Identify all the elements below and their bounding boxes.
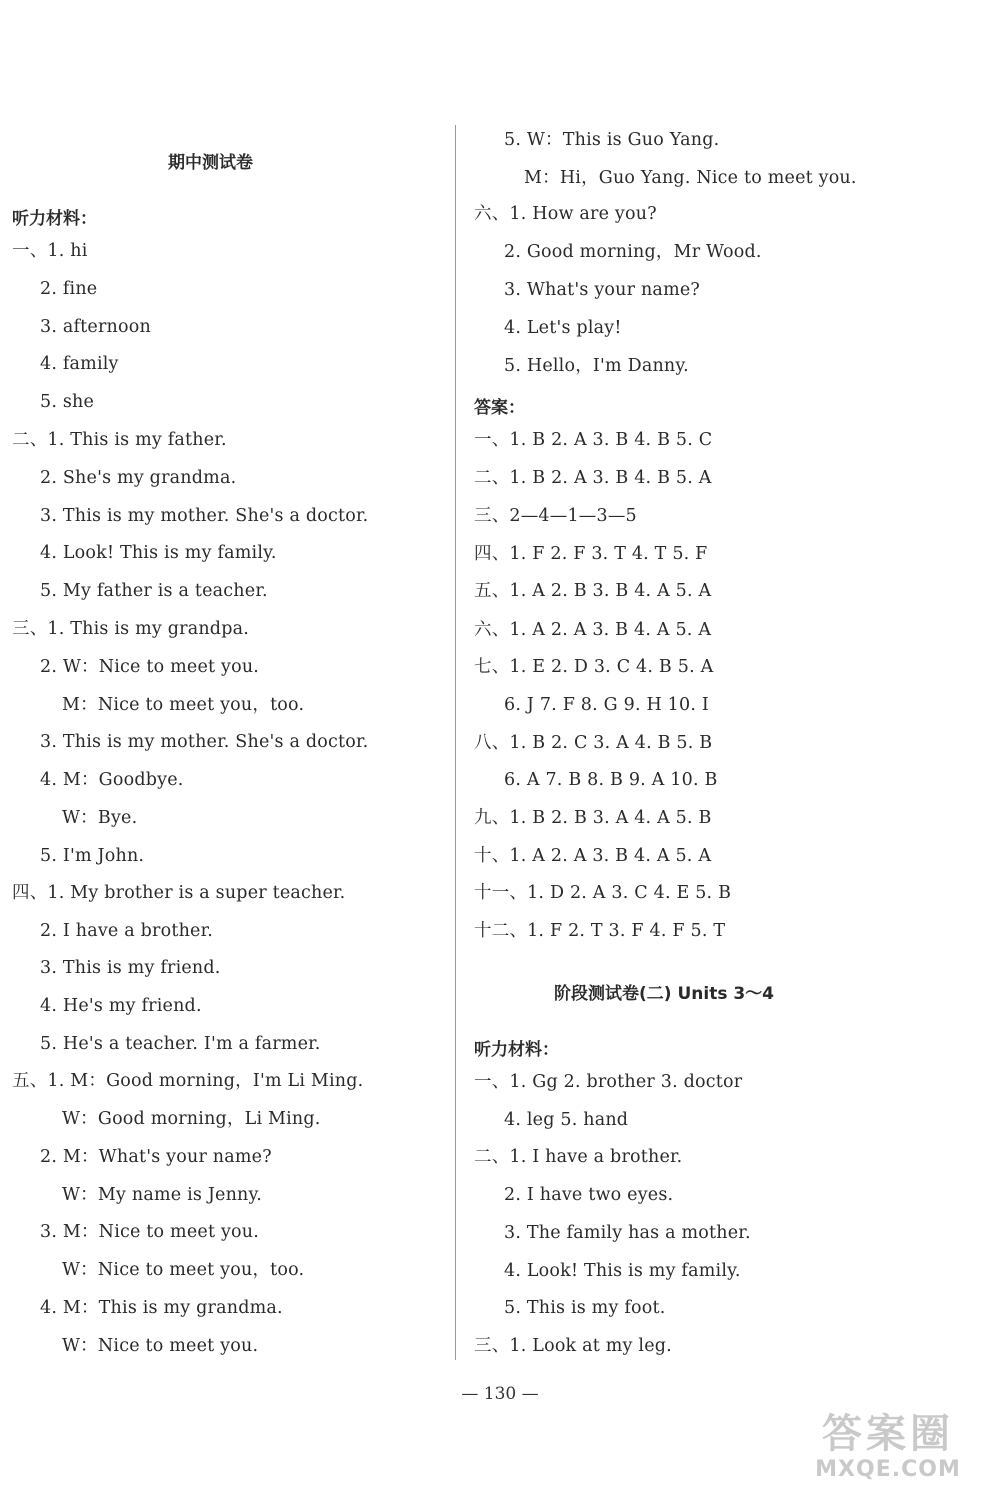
text-line: 一、1. Gg 2. brother 3. doctor [474, 1072, 743, 1092]
text-line: 4. He's my friend. [40, 996, 202, 1016]
watermark-logo [788, 1411, 988, 1491]
text-line: 4. Look! This is my family. [40, 543, 277, 563]
answer-line: 6. J 7. F 8. G 9. H 10. I [504, 695, 709, 715]
text-line: 2. I have a brother. [40, 921, 214, 941]
text-line: 五、1. M：Good morning，I'm Li Ming. [12, 1071, 364, 1091]
text-line: 三、1. This is my grandpa. [12, 619, 249, 639]
answer-line: 五、1. A 2. B 3. B 4. A 5. A [474, 581, 712, 601]
listening-heading: 听力材料： [12, 209, 97, 229]
watermark-bottom-text: MXQE.COM [815, 1457, 961, 1482]
answer-line: 十二、1. F 2. T 3. F 4. F 5. T [474, 921, 726, 941]
listening-heading-2: 听力材料： [474, 1040, 559, 1060]
answers-heading: 答案： [474, 398, 525, 418]
text-line: 2. She's my grandma. [40, 468, 237, 488]
answer-line: 四、1. F 2. F 3. T 4. T 5. F [474, 544, 708, 564]
text-line: 3. The family has a mother. [504, 1223, 751, 1243]
text-line: W：Bye. [62, 808, 138, 828]
text-line: W：Good morning，Li Ming. [62, 1109, 321, 1129]
text-line: 5. I'm John. [40, 846, 145, 866]
page-number: — 130 — [461, 1384, 539, 1404]
text-line: 5. Hello，I'm Danny. [504, 356, 689, 376]
text-line: 二、1. This is my father. [12, 430, 227, 450]
text-line: W：Nice to meet you，too. [62, 1260, 305, 1280]
text-line: 5. This is my foot. [504, 1298, 666, 1318]
text-line: 六、1. How are you? [474, 204, 657, 224]
text-line: W：Nice to meet you. [62, 1336, 259, 1356]
answer-line: 十、1. A 2. A 3. B 4. A 5. A [474, 846, 712, 866]
answer-line: 二、1. B 2. A 3. B 4. B 5. A [474, 468, 712, 488]
answer-line: 七、1. E 2. D 3. C 4. B 5. A [474, 657, 714, 677]
answer-line: 6. A 7. B 8. B 9. A 10. B [504, 770, 718, 790]
text-line: 5. My father is a teacher. [40, 581, 268, 601]
text-line: 5. He's a teacher. I'm a farmer. [40, 1034, 321, 1054]
text-line: 4. M：This is my grandma. [40, 1298, 283, 1318]
text-line: 4. family [40, 354, 119, 374]
text-line: M：Hi，Guo Yang. Nice to meet you. [524, 168, 857, 188]
text-line: 5. W：This is Guo Yang. [504, 130, 720, 150]
text-line: 2. M：What's your name? [40, 1147, 272, 1167]
text-line: W：My name is Jenny. [62, 1185, 263, 1205]
text-line: 2. fine [40, 279, 98, 299]
answer-line: 一、1. B 2. A 3. B 4. B 5. C [474, 430, 713, 450]
text-line: 5. she [40, 392, 95, 412]
text-line: 4. M：Goodbye. [40, 770, 184, 790]
answer-line: 十一、1. D 2. A 3. C 4. E 5. B [474, 883, 732, 903]
answer-line: 八、1. B 2. C 3. A 4. B 5. B [474, 733, 713, 753]
watermark-top-text: 答案圈 [822, 1411, 954, 1457]
text-line: 3. M：Nice to meet you. [40, 1222, 259, 1242]
text-line: 4. Look! This is my family. [504, 1261, 741, 1281]
text-line: 4. leg 5. hand [504, 1110, 629, 1130]
text-line: 3. What's your name? [504, 280, 700, 300]
text-line: 4. Let's play! [504, 318, 622, 338]
text-line: 3. This is my mother. She's a doctor. [40, 732, 369, 752]
answer-line: 三、2—4—1—3—5 [474, 506, 637, 526]
text-line: 2. W：Nice to meet you. [40, 657, 260, 677]
text-line: 二、1. I have a brother. [474, 1147, 683, 1167]
text-line: 3. afternoon [40, 317, 151, 337]
text-line: 3. This is my friend. [40, 958, 221, 978]
text-line: M：Nice to meet you，too. [62, 695, 305, 715]
text-line: 四、1. My brother is a super teacher. [12, 883, 346, 903]
section-title: 阶段测试卷(二) Units 3～4 [554, 984, 775, 1004]
text-line: 一、1. hi [12, 241, 88, 261]
text-line: 2. I have two eyes. [504, 1185, 674, 1205]
exam-title: 期中测试卷 [168, 153, 253, 173]
column-divider [455, 125, 456, 1360]
text-line: 2. Good morning，Mr Wood. [504, 242, 762, 262]
text-line: 3. This is my mother. She's a doctor. [40, 506, 369, 526]
answer-line: 九、1. B 2. B 3. A 4. A 5. B [474, 808, 712, 828]
answer-line: 六、1. A 2. A 3. B 4. A 5. A [474, 620, 712, 640]
text-line: 三、1. Look at my leg. [474, 1336, 672, 1356]
